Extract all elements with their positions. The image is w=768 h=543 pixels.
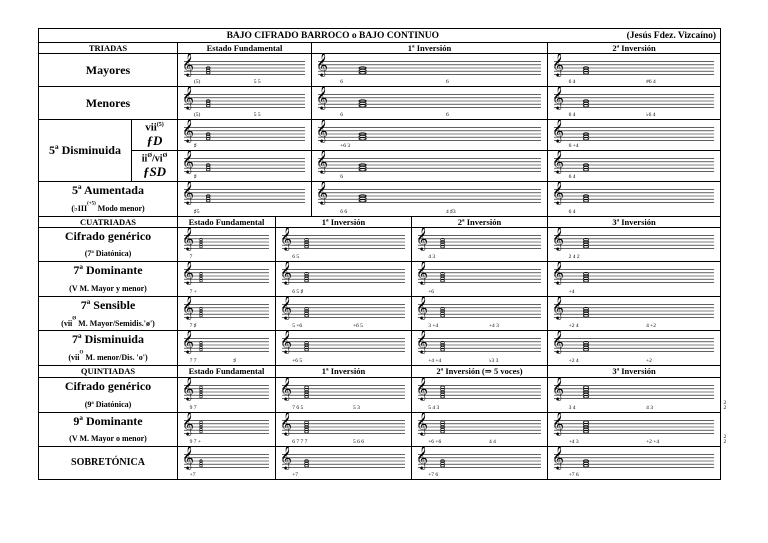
treble-clef-icon: 𝄞 bbox=[552, 225, 564, 250]
row-cuatriada-disminuida bbox=[39, 331, 721, 366]
figured-bass-number: (5) bbox=[193, 112, 201, 118]
figured-bass-number: 2 2 bbox=[723, 399, 727, 411]
figured-bass-number: 4 3 bbox=[428, 254, 436, 261]
treble-clef-icon: 𝄞 bbox=[280, 225, 292, 250]
figured-bass-number: 5 3 bbox=[352, 404, 360, 411]
treble-clef-icon: 𝄞 bbox=[280, 410, 292, 435]
music-staff bbox=[316, 180, 541, 204]
figured-bass-number: +7 bbox=[189, 472, 196, 479]
treble-clef-icon: 𝄞 bbox=[280, 329, 292, 354]
staff-cell bbox=[276, 227, 412, 262]
staff-cell bbox=[312, 87, 548, 120]
treble-clef-icon: 𝄞 bbox=[182, 118, 194, 142]
treble-clef-icon: 𝄞 bbox=[182, 180, 194, 204]
figured-bass-number: 6 bbox=[445, 112, 449, 118]
treble-clef-icon: 𝄞 bbox=[280, 445, 292, 470]
music-staff bbox=[552, 118, 714, 142]
label-vii: vii bbox=[145, 121, 157, 134]
figured-bass-number: 3 +4 bbox=[428, 323, 439, 330]
treble-clef-icon: 𝄞 bbox=[552, 410, 564, 435]
col-estado-fundamental: Estado Fundamental bbox=[178, 43, 312, 54]
music-staff bbox=[552, 375, 714, 400]
figured-bass-number: 6 5 ♯ bbox=[292, 288, 304, 295]
quintiadas-header: QUINTIADAS bbox=[39, 365, 178, 377]
figured-bass-number: +2 4 bbox=[568, 357, 579, 364]
music-staff bbox=[182, 52, 305, 76]
figured-bass-number: ♯ bbox=[233, 357, 237, 364]
row-ii-disminuida bbox=[39, 151, 721, 182]
staff-cell bbox=[548, 151, 721, 182]
treble-clef-icon: 𝄞 bbox=[182, 294, 194, 319]
treble-clef-icon: 𝄞 bbox=[182, 445, 194, 470]
figured-bass-number: +6 5 bbox=[352, 323, 363, 330]
staff-cell bbox=[548, 120, 721, 151]
treble-clef-icon: 𝄞 bbox=[182, 260, 194, 285]
label-mayores: Mayores bbox=[39, 54, 178, 87]
staff-cell bbox=[412, 262, 548, 297]
figured-bass-number: 4 4 bbox=[488, 439, 496, 446]
figured-bass-number: 6 4 bbox=[568, 208, 576, 215]
staff-cell bbox=[312, 182, 548, 217]
figured-bass-number: 6 bbox=[340, 112, 343, 118]
row-title: Cifrado genérico bbox=[64, 228, 152, 243]
music-staff bbox=[316, 118, 541, 142]
label-sobretonica: SOBRETÓNICA bbox=[39, 447, 178, 480]
treble-clef-icon: 𝄞 bbox=[182, 149, 194, 173]
page-title: BAJO CIFRADO BARROCO o BAJO CONTINUO bbox=[226, 30, 440, 41]
label-cifrado-generico-9 bbox=[39, 377, 178, 412]
figured-bass-number: 6 4 bbox=[568, 112, 576, 118]
label-vi: /vi bbox=[152, 153, 163, 165]
music-staff bbox=[416, 225, 541, 250]
music-staff bbox=[552, 445, 714, 470]
label-7-sensible bbox=[39, 296, 178, 331]
music-staff bbox=[182, 445, 269, 470]
row-subtitle: (9ª Diatónica) bbox=[84, 399, 132, 409]
staff-cell bbox=[178, 447, 276, 480]
music-staff bbox=[182, 149, 305, 173]
staff-cell bbox=[276, 412, 412, 447]
figured-bass-number: 7 ♯ bbox=[189, 323, 197, 330]
treble-clef-icon: 𝄞 bbox=[316, 180, 328, 204]
treble-clef-icon: 𝄞 bbox=[416, 225, 428, 250]
staff-cell bbox=[178, 120, 312, 151]
figured-bass-number: ♯ bbox=[193, 143, 197, 149]
label-vii-sup: (5) bbox=[156, 121, 164, 128]
figured-bass-number: 6 5 bbox=[292, 254, 300, 261]
figured-bass-number: ♯5 bbox=[193, 208, 200, 215]
col-estado-fundamental: Estado Fundamental bbox=[178, 365, 276, 377]
staff-cell bbox=[178, 296, 276, 331]
staff-cell bbox=[412, 447, 548, 480]
staff-cell bbox=[548, 296, 721, 331]
figured-bass-number: +4 3 bbox=[568, 439, 579, 446]
music-staff bbox=[552, 225, 714, 250]
figured-bass-number: 3 4 bbox=[568, 404, 576, 411]
staff-cell bbox=[412, 377, 548, 412]
music-staff bbox=[316, 149, 541, 173]
staff-cell bbox=[548, 410, 727, 447]
music-staff bbox=[182, 410, 269, 435]
music-staff bbox=[552, 260, 714, 285]
figured-bass-number: +7 6 bbox=[568, 472, 579, 479]
label-aum-rest: Modo menor) bbox=[95, 203, 145, 213]
label-ii-fsd bbox=[132, 151, 178, 182]
figured-bass-number: 4 3 bbox=[646, 404, 653, 411]
col-3-inversion: 3ª Inversión bbox=[548, 365, 721, 377]
staff-cell bbox=[178, 331, 276, 366]
music-staff bbox=[552, 149, 714, 173]
staff-cell bbox=[276, 331, 412, 366]
figured-bass-number: +6 +6 bbox=[428, 439, 442, 446]
figured-bass-number: #6 4 bbox=[646, 79, 656, 85]
music-staff bbox=[552, 329, 714, 354]
staff-cell bbox=[178, 227, 276, 262]
label-cifrado-generico bbox=[39, 227, 178, 262]
figured-bass-number: 7 7 bbox=[189, 357, 197, 364]
treble-clef-icon: 𝄞 bbox=[552, 118, 564, 142]
triadas-header: TRIADAS bbox=[39, 43, 178, 54]
row-title: 9ª Dominante bbox=[73, 413, 143, 428]
treble-clef-icon: 𝄞 bbox=[416, 294, 428, 319]
figured-bass-number: +7 6 bbox=[428, 472, 439, 479]
label-ii-sup: Ø bbox=[147, 152, 152, 159]
music-staff bbox=[552, 52, 714, 76]
col-estado-fundamental: Estado Fundamental bbox=[178, 216, 276, 227]
figured-bass-number: 6 4 bbox=[568, 174, 576, 180]
figured-bass-number: 6 7 7 7 bbox=[292, 439, 308, 446]
col-1-inversion: 1ª Inversión bbox=[276, 216, 412, 227]
staff-cell bbox=[178, 182, 312, 217]
staff-cell bbox=[178, 151, 312, 182]
treble-clef-icon: 𝄞 bbox=[552, 294, 564, 319]
label-aum-sub: (♭III bbox=[71, 203, 88, 213]
figured-bass-number: +4 +4 bbox=[428, 357, 442, 364]
label-5-aumentada bbox=[39, 182, 178, 217]
figured-bass-number: +2 +4 bbox=[646, 439, 660, 446]
music-staff bbox=[182, 85, 305, 109]
figured-bass-number: 6 bbox=[445, 79, 449, 85]
music-staff bbox=[552, 180, 714, 204]
title-row bbox=[39, 29, 721, 43]
figured-bass-number: 7 6 5 bbox=[292, 404, 304, 411]
staff-cell bbox=[178, 262, 276, 297]
treble-clef-icon: 𝄞 bbox=[182, 85, 194, 109]
music-staff bbox=[182, 225, 269, 250]
staff-cell bbox=[548, 262, 721, 297]
staff-cell bbox=[548, 375, 727, 412]
staff-cell bbox=[548, 182, 721, 217]
row-title: Cifrado genérico bbox=[64, 378, 152, 393]
staff-cell bbox=[412, 412, 548, 447]
figured-bass-number: 6 bbox=[340, 79, 343, 85]
cuatriadas-header: CUATRIADAS bbox=[39, 216, 178, 227]
treble-clef-icon: 𝄞 bbox=[182, 375, 194, 400]
treble-clef-icon: 𝄞 bbox=[280, 260, 292, 285]
music-staff bbox=[182, 118, 305, 142]
music-staff bbox=[552, 410, 714, 435]
row-mayores bbox=[39, 54, 721, 87]
label-9-dominante bbox=[39, 412, 178, 447]
row-subtitle-sup: O bbox=[79, 350, 84, 356]
treble-clef-icon: 𝄞 bbox=[316, 149, 328, 173]
cuatriadas-header-row bbox=[39, 216, 721, 227]
treble-clef-icon: 𝄞 bbox=[552, 329, 564, 354]
label-menores: Menores bbox=[39, 87, 178, 120]
row-title: 7ª Dominante bbox=[73, 263, 143, 278]
row-cuatriada-sensible bbox=[39, 296, 721, 331]
treble-clef-icon: 𝄞 bbox=[416, 410, 428, 435]
row-subtitle: (vii bbox=[61, 318, 73, 328]
music-staff bbox=[280, 329, 405, 354]
figured-bass-number: 2 2 bbox=[723, 434, 727, 446]
row-aumentada bbox=[39, 182, 721, 217]
figured-bass-number: 5 5 bbox=[253, 112, 261, 118]
row-subtitle: (V M. Mayor o menor) bbox=[69, 434, 147, 444]
music-staff bbox=[280, 375, 405, 400]
figured-bass-number: ♭6 4 bbox=[646, 112, 656, 118]
treble-clef-icon: 𝄞 bbox=[182, 52, 194, 76]
label-7-disminuida bbox=[39, 331, 178, 366]
label-fd: ƒD bbox=[146, 132, 163, 148]
figured-bass-number: 5 +6 bbox=[292, 323, 303, 330]
music-staff bbox=[552, 294, 714, 319]
col-1-inversion: 1ª Inversión bbox=[276, 365, 412, 377]
music-staff bbox=[416, 294, 541, 319]
row-subtitle-rest: M. menor/Dis. 'o') bbox=[83, 353, 148, 363]
staff-cell bbox=[276, 447, 412, 480]
figured-bass-number: +4 3 bbox=[488, 323, 499, 330]
figured-bass-number: 5 4 3 bbox=[428, 404, 440, 411]
figured-bass-number: 5 5 bbox=[253, 79, 261, 85]
col-2-inversion: 2ª Inversión bbox=[548, 43, 721, 54]
figured-bass-number: +2 bbox=[646, 357, 652, 364]
music-staff bbox=[552, 85, 714, 109]
figured-bass-number: +6 bbox=[428, 288, 435, 295]
figured-bass-sheet bbox=[38, 28, 727, 510]
figured-bass-number: 6 6 bbox=[340, 208, 348, 215]
treble-clef-icon: 𝄞 bbox=[316, 85, 328, 109]
row-cuatriada-dominante bbox=[39, 262, 721, 297]
triadas-header-row bbox=[39, 43, 721, 54]
music-staff bbox=[416, 410, 541, 435]
figured-bass-number: 6 +4 bbox=[568, 143, 579, 149]
col-1-inversion: 1ª Inversión bbox=[312, 43, 548, 54]
treble-clef-icon: 𝄞 bbox=[552, 445, 564, 470]
staff-cell bbox=[276, 377, 412, 412]
staff-cell bbox=[276, 296, 412, 331]
staff-cell bbox=[178, 54, 312, 87]
staff-cell bbox=[276, 262, 412, 297]
figured-bass-number: 4 ♯3 bbox=[445, 208, 456, 215]
staff-cell bbox=[412, 331, 548, 366]
figured-bass-number: 7 + bbox=[189, 288, 197, 295]
figured-bass-number: 4 +2 bbox=[646, 323, 657, 330]
treble-clef-icon: 𝄞 bbox=[182, 225, 194, 250]
figured-bass-number: +6 3 bbox=[340, 143, 351, 149]
treble-clef-icon: 𝄞 bbox=[552, 149, 564, 173]
figured-bass-number: 6 4 bbox=[568, 79, 576, 85]
staff-cell bbox=[412, 227, 548, 262]
row-title: 7ª Disminuida bbox=[72, 332, 144, 347]
figured-bass-number: 7 bbox=[189, 254, 193, 261]
music-staff bbox=[416, 329, 541, 354]
quintiadas-header-row bbox=[39, 365, 721, 377]
label-5-disminuida: 5ª Disminuida bbox=[39, 120, 132, 182]
row-subtitle-rest: M. Mayor/Semidis.'ø') bbox=[76, 318, 155, 328]
treble-clef-icon: 𝄞 bbox=[280, 375, 292, 400]
music-staff bbox=[280, 260, 405, 285]
treble-clef-icon: 𝄞 bbox=[552, 85, 564, 109]
music-staff bbox=[280, 294, 405, 319]
author: (Jesús Fdez. Vizcaíno) bbox=[626, 30, 717, 41]
row-cuatriada-generico bbox=[39, 227, 721, 262]
treble-clef-icon: 𝄞 bbox=[416, 445, 428, 470]
music-staff bbox=[416, 260, 541, 285]
staff-cell bbox=[312, 54, 548, 87]
label-fsd: ƒSD bbox=[142, 163, 167, 179]
label-vi-sup: Ø bbox=[162, 152, 168, 159]
staff-cell bbox=[548, 227, 721, 262]
col-3-inversion: 3ª Inversión bbox=[548, 216, 721, 227]
treble-clef-icon: 𝄞 bbox=[416, 329, 428, 354]
music-staff bbox=[416, 445, 541, 470]
figured-bass-table bbox=[38, 28, 727, 480]
figured-bass-number: (5) bbox=[193, 79, 201, 85]
figured-bass-number: 6 bbox=[340, 174, 343, 180]
figured-bass-number: ♭3 3 bbox=[488, 357, 499, 364]
col-2-inversion: 2ª Inversión bbox=[412, 216, 548, 227]
label-7-dominante bbox=[39, 262, 178, 297]
staff-cell bbox=[178, 87, 312, 120]
treble-clef-icon: 𝄞 bbox=[552, 260, 564, 285]
music-staff bbox=[280, 410, 405, 435]
music-staff bbox=[316, 52, 541, 76]
music-staff bbox=[182, 260, 269, 285]
music-staff bbox=[416, 375, 541, 400]
treble-clef-icon: 𝄞 bbox=[316, 52, 328, 76]
figured-bass-number: +7 bbox=[292, 472, 299, 479]
figured-bass-number: ♯ bbox=[193, 174, 197, 180]
treble-clef-icon: 𝄞 bbox=[316, 118, 328, 142]
row-vii-disminuida bbox=[39, 120, 721, 151]
treble-clef-icon: 𝄞 bbox=[416, 260, 428, 285]
row-title: 7ª Sensible bbox=[80, 297, 136, 312]
treble-clef-icon: 𝄞 bbox=[552, 180, 564, 204]
staff-cell bbox=[412, 296, 548, 331]
figured-bass-number: +4 bbox=[568, 288, 575, 295]
treble-clef-icon: 𝄞 bbox=[182, 410, 194, 435]
figured-bass-number: +2 4 bbox=[568, 323, 579, 330]
treble-clef-icon: 𝄞 bbox=[416, 375, 428, 400]
figured-bass-number: 9 7 + bbox=[189, 439, 201, 446]
staff-cell bbox=[548, 54, 721, 87]
label-vii-fd bbox=[132, 120, 178, 151]
staff-cell bbox=[312, 120, 548, 151]
label-aum-sup: (+5) bbox=[87, 201, 96, 207]
figured-bass-number: 5 6 6 bbox=[352, 439, 364, 446]
row-menores bbox=[39, 87, 721, 120]
staff-cell bbox=[312, 151, 548, 182]
figured-bass-number: 9 7 bbox=[189, 404, 197, 411]
label-ii: ii bbox=[141, 153, 148, 165]
music-staff bbox=[316, 85, 541, 109]
figured-bass-number: +6 5 bbox=[292, 357, 303, 364]
row-subtitle: (7ª Diatónica) bbox=[84, 249, 132, 259]
staff-cell bbox=[548, 447, 721, 480]
row-quintiada-generico bbox=[39, 377, 721, 412]
music-staff bbox=[280, 225, 405, 250]
row-subtitle-sup: Ø bbox=[72, 316, 77, 322]
label-aumentada: 5ª Aumentada bbox=[72, 183, 144, 197]
staff-cell bbox=[548, 87, 721, 120]
row-quintiada-dominante bbox=[39, 412, 721, 447]
row-subtitle: (vii bbox=[68, 353, 80, 363]
col-2-inversion: 2ª Inversión (⇒ 5 voces) bbox=[412, 365, 548, 377]
music-staff bbox=[182, 329, 269, 354]
music-staff bbox=[280, 445, 405, 470]
staff-cell bbox=[178, 377, 276, 412]
staff-cell bbox=[178, 412, 276, 447]
row-sobretonica bbox=[39, 447, 721, 480]
row-subtitle: (V M. Mayor y menor) bbox=[69, 283, 147, 293]
figured-bass-number: 2 4 2 bbox=[568, 254, 580, 261]
treble-clef-icon: 𝄞 bbox=[182, 329, 194, 354]
treble-clef-icon: 𝄞 bbox=[280, 294, 292, 319]
music-staff bbox=[182, 294, 269, 319]
staff-cell bbox=[548, 331, 721, 366]
treble-clef-icon: 𝄞 bbox=[552, 375, 564, 400]
treble-clef-icon: 𝄞 bbox=[552, 52, 564, 76]
music-staff bbox=[182, 375, 269, 400]
music-staff bbox=[182, 180, 305, 204]
